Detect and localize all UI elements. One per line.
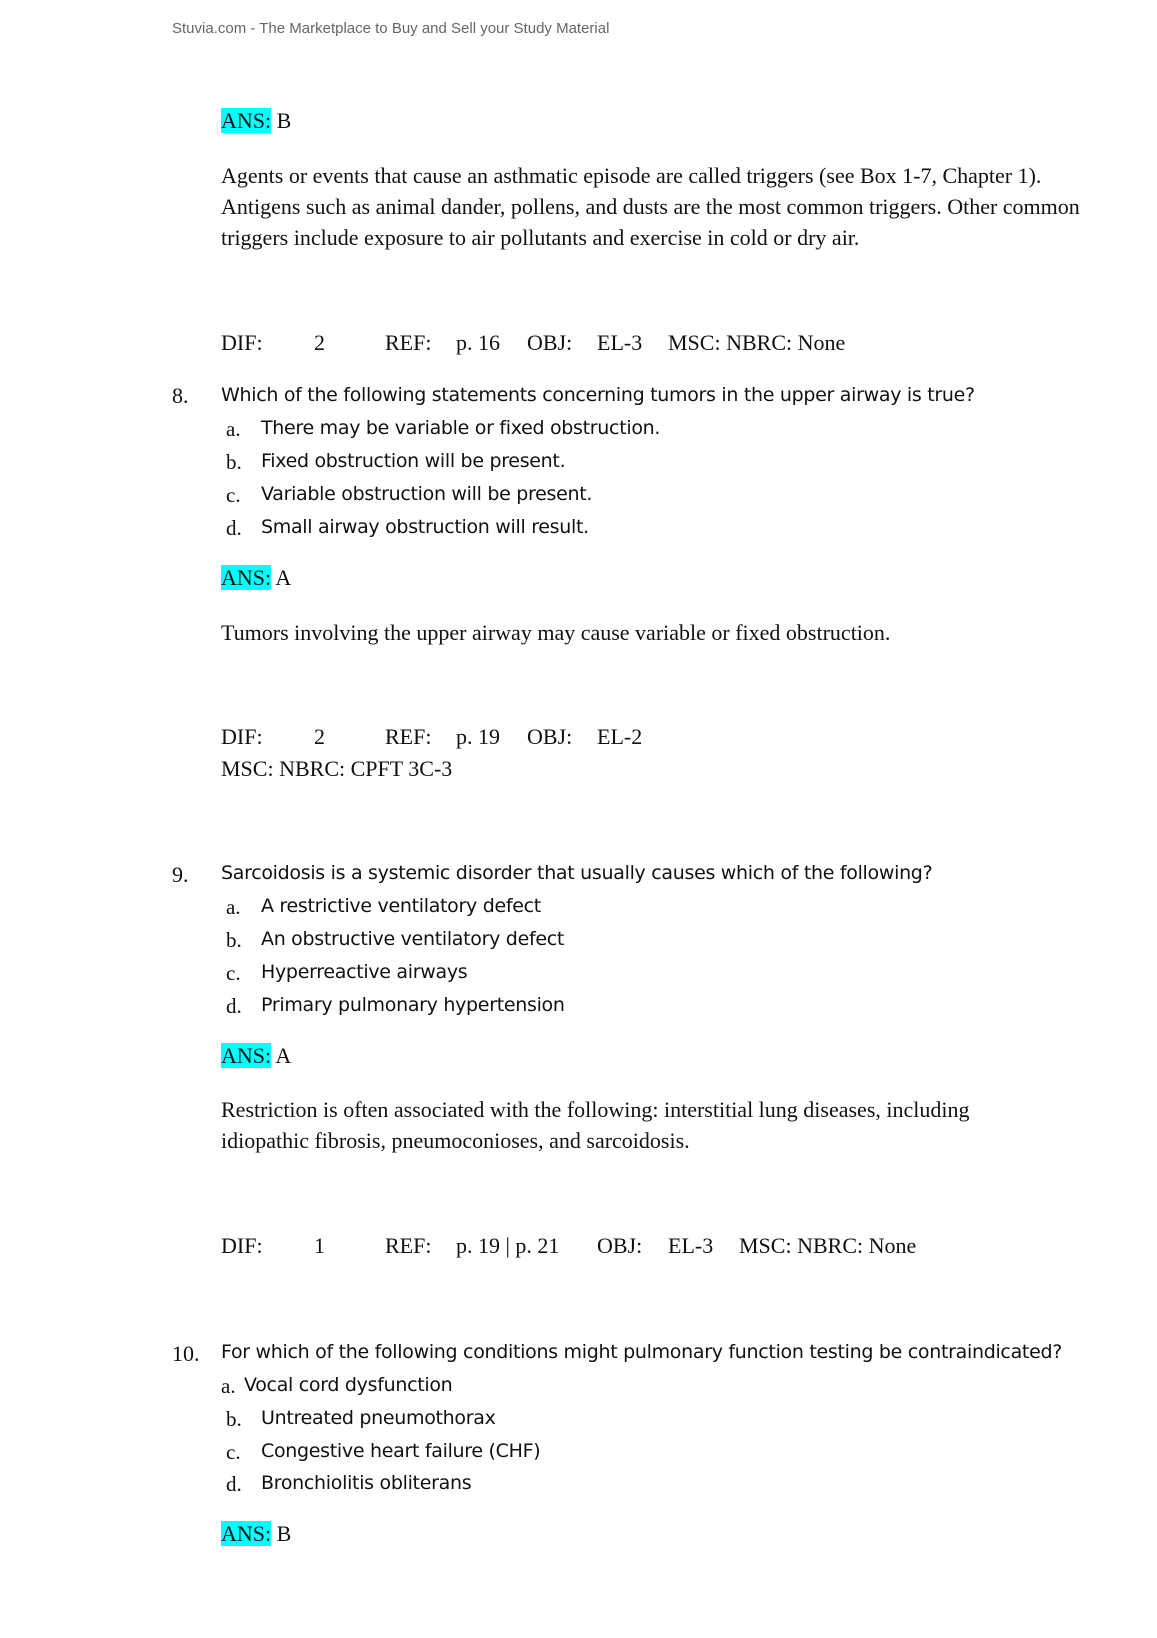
question-number: 9. [172, 862, 189, 887]
ans-label: ANS: [221, 565, 272, 590]
dif-value: 2 [314, 724, 325, 749]
option-letter: d. [226, 516, 242, 540]
msc-value: MSC: NBRC: None [739, 1233, 917, 1258]
option-text: Fixed obstruction will be present. [261, 450, 566, 472]
ref-label: REF: [385, 330, 432, 355]
dif-value: 2 [314, 330, 325, 355]
option-letter: c. [226, 1440, 241, 1464]
page-header: Stuvia.com - The Marketplace to Buy and Sell your Study Material [172, 20, 610, 37]
answer-line [221, 108, 291, 134]
option-letter: b. [226, 1407, 242, 1431]
question-text: For which of the following conditions might pulmonary function testing be contraindicated? [221, 1341, 1063, 1363]
option-text: Untreated pneumothorax [261, 1407, 496, 1429]
obj-label: OBJ: [527, 724, 573, 749]
option-text: Bronchiolitis obliterans [261, 1472, 472, 1494]
ref-value: p. 16 [456, 330, 500, 355]
rationale: Agents or events that cause an asthmatic episode are called triggers (see Box 1-7, Chapter 1). Antigens such as animal dander, pollens, and dusts are the most common triggers. Other common triggers include exposure to air pollutants and exercise in cold or dry air. [221, 163, 1080, 250]
dif-value: 1 [314, 1233, 325, 1258]
option-text: Primary pulmonary hypertension [261, 994, 565, 1016]
option-letter: b. [226, 928, 242, 952]
ref-label: REF: [385, 1233, 432, 1258]
ans-value: B [276, 108, 292, 133]
ans-value: B [276, 1521, 292, 1546]
option-letter: c. [226, 961, 241, 985]
option-letter: d. [226, 1472, 242, 1496]
rationale: Restriction is often associated with the following: interstitial lung diseases, including idiopathic fibrosis, pneumoconioses, and sarcoidosis. [221, 1097, 970, 1153]
obj-value: EL-3 [597, 330, 643, 355]
ans-value: A [275, 1043, 292, 1068]
msc-value: MSC: NBRC: None [668, 330, 846, 355]
ans-label: ANS: [221, 1521, 272, 1546]
obj-label: OBJ: [527, 330, 573, 355]
option-text: Congestive heart failure (CHF) [261, 1440, 541, 1462]
option-letter: c. [226, 483, 241, 507]
option-letter: b. [226, 450, 242, 474]
obj-value: EL-3 [668, 1233, 714, 1258]
option-letter: a. [226, 895, 241, 919]
option-text: Small airway obstruction will result. [261, 516, 589, 538]
rationale: Tumors involving the upper airway may cause variable or fixed obstruction. [221, 620, 891, 645]
ans-value: A [275, 565, 292, 590]
ref-label: REF: [385, 724, 432, 749]
question-number: 10. [172, 1341, 200, 1366]
obj-label: OBJ: [597, 1233, 643, 1258]
question-text: Sarcoidosis is a systemic disorder that usually causes which of the following? [221, 862, 933, 884]
answer-line [221, 1521, 291, 1547]
answer-line [221, 565, 291, 591]
option-text: An obstructive ventilatory defect [261, 928, 565, 950]
obj-value: EL-2 [597, 724, 643, 749]
dif-label: DIF: [221, 330, 263, 355]
option-text: Vocal cord dysfunction [244, 1374, 453, 1396]
ans-label: ANS: [221, 1043, 272, 1068]
question-text: Which of the following statements concerning tumors in the upper airway is true? [221, 384, 975, 406]
option-text: Hyperreactive airways [261, 961, 468, 983]
question-number: 8. [172, 383, 189, 408]
answer-line [221, 1043, 291, 1069]
ref-value: p. 19 | p. 21 [456, 1233, 560, 1258]
msc-value: MSC: NBRC: CPFT 3C-3 [221, 756, 453, 781]
option-letter: a. [226, 417, 241, 441]
ans-label: ANS: [221, 108, 272, 133]
option-text: A restrictive ventilatory defect [261, 895, 541, 917]
option-text: Variable obstruction will be present. [261, 483, 593, 505]
option-letter: d. [226, 994, 242, 1018]
option-text: There may be variable or fixed obstruction. [261, 417, 661, 439]
dif-label: DIF: [221, 1233, 263, 1258]
ref-value: p. 19 [456, 724, 500, 749]
option-letter: a. [221, 1374, 236, 1398]
dif-label: DIF: [221, 724, 263, 749]
